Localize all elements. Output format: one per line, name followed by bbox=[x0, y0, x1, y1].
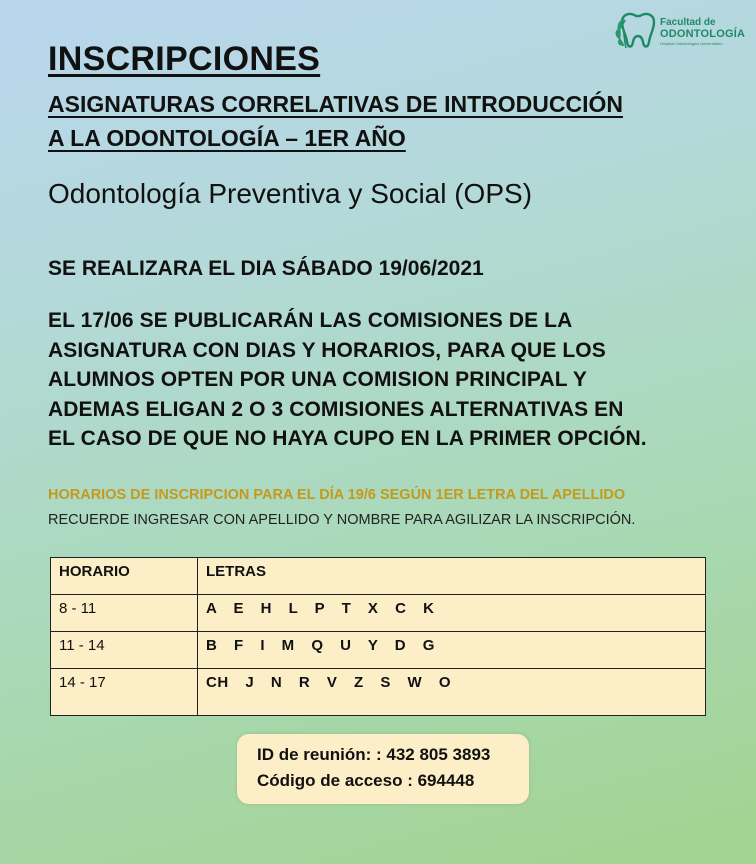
meeting-access-code: Código de acceso : 694448 bbox=[257, 771, 475, 790]
cell-horario: 11 - 14 bbox=[51, 632, 198, 669]
reminder-note: RECUERDE INGRESAR CON APELLIDO Y NOMBRE PARA AGILIZAR LA INSCRIPCIÓN. bbox=[48, 512, 636, 528]
date-announcement: SE REALIZARA EL DIA SÁBADO 19/06/2021 bbox=[48, 257, 484, 280]
table-row bbox=[51, 669, 706, 716]
cell-letras: A E H L P T X C K bbox=[198, 595, 706, 632]
publish-line: EL CASO DE QUE NO HAYA CUPO EN LA PRIMER OPCIÓN. bbox=[48, 427, 647, 450]
publish-line: ADEMAS ELIGAN 2 O 3 COMISIONES ALTERNATIVAS EN bbox=[48, 397, 624, 421]
logo-line-2: ODONTOLOGÍA bbox=[660, 28, 746, 40]
subtitle-line-1: ASIGNATURAS CORRELATIVAS DE INTRODUCCIÓN bbox=[48, 91, 623, 117]
publish-line: ALUMNOS OPTEN POR UNA COMISION PRINCIPAL Y bbox=[48, 368, 587, 391]
logo-line-1: Facultad de bbox=[660, 17, 716, 28]
logo-line-3: Hospital Odontológico Universitario bbox=[660, 41, 723, 46]
faculty-logo bbox=[612, 10, 744, 52]
tooth-plant-icon bbox=[612, 10, 656, 50]
schedule-heading: HORARIOS DE INSCRIPCION PARA EL DÍA 19/6 SEGÚN 1ER LETRA DEL APELLIDO bbox=[48, 487, 626, 503]
publish-line: ASIGNATURA CON DIAS Y HORARIOS, PARA QUE LOS bbox=[48, 338, 606, 362]
cell-horario: 14 - 17 bbox=[51, 669, 198, 716]
header-letras: LETRAS bbox=[198, 558, 706, 595]
publish-line: EL 17/06 SE PUBLICARÁN LAS COMISIONES DE LA bbox=[48, 309, 573, 332]
cell-horario: 8 - 11 bbox=[51, 595, 198, 632]
schedule-table bbox=[50, 557, 706, 716]
course-name: Odontología Preventiva y Social (OPS) bbox=[48, 178, 533, 209]
header-horario: HORARIO bbox=[51, 558, 198, 595]
meeting-id: ID de reunión: : 432 805 3893 bbox=[257, 745, 491, 764]
publish-notice bbox=[48, 306, 738, 454]
table-header-row bbox=[51, 558, 706, 595]
table-row bbox=[51, 595, 706, 632]
table-row bbox=[51, 632, 706, 669]
page-title: INSCRIPCIONES bbox=[48, 40, 321, 78]
cell-letras: CH J N R V Z S W O bbox=[198, 669, 706, 716]
cell-letras: B F I M Q U Y D G bbox=[198, 632, 706, 669]
meeting-info-box bbox=[237, 734, 529, 804]
subtitle-line-2: A LA ODONTOLOGÍA – 1ER AÑO bbox=[48, 125, 406, 151]
